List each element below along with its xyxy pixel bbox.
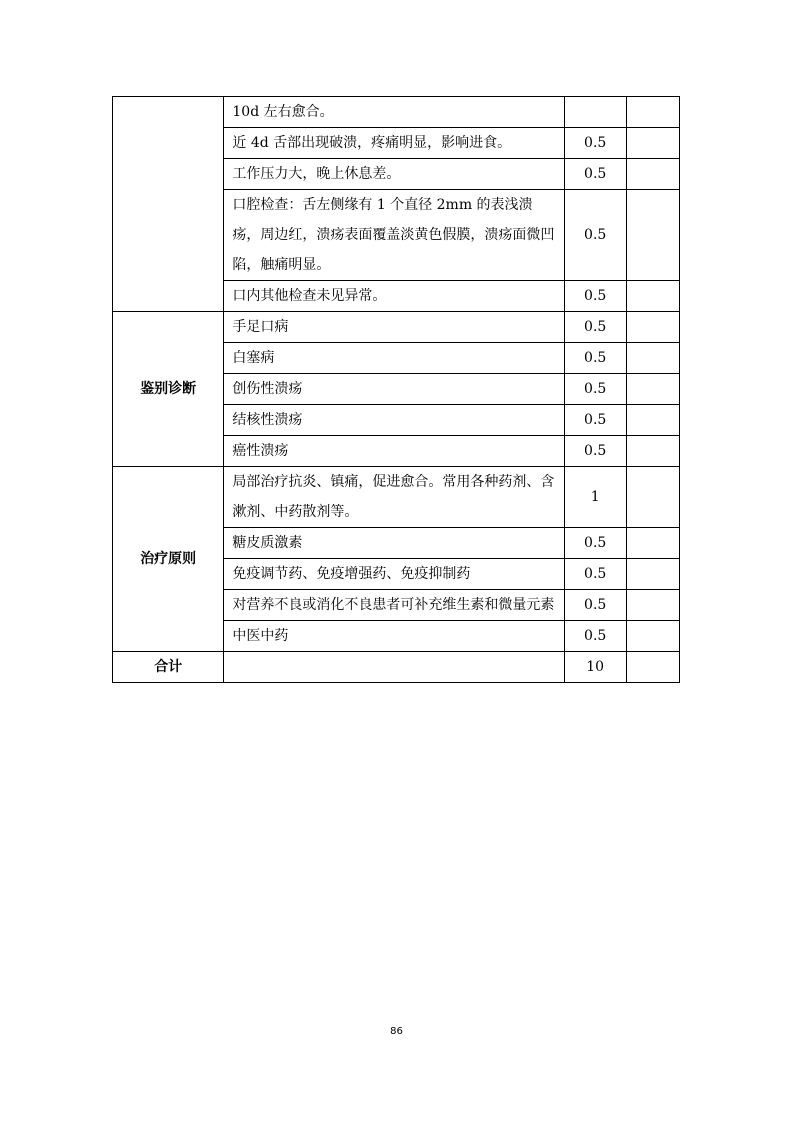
blank-cell — [626, 159, 679, 190]
category-cell — [113, 97, 224, 312]
score-cell: 0.5 — [564, 128, 626, 159]
score-cell: 0.5 — [564, 405, 626, 436]
item-cell: 免疫调节药、免疫增强药、免疫抑制药 — [224, 559, 564, 590]
score-cell: 0.5 — [564, 621, 626, 652]
blank-cell — [626, 559, 679, 590]
blank-cell — [626, 590, 679, 621]
total-item-cell — [224, 652, 564, 683]
blank-cell — [626, 343, 679, 374]
total-row — [113, 652, 680, 683]
item-cell: 10d 左右愈合。 — [224, 97, 564, 128]
table-row — [113, 467, 680, 528]
blank-cell — [626, 405, 679, 436]
table-row — [113, 312, 680, 343]
item-cell: 近 4d 舌部出现破溃，疼痛明显，影响进食。 — [224, 128, 564, 159]
item-cell: 中医中药 — [224, 621, 564, 652]
score-cell — [564, 97, 626, 128]
blank-cell — [626, 97, 679, 128]
item-cell: 糖皮质激素 — [224, 528, 564, 559]
blank-cell — [626, 436, 679, 467]
item-cell: 癌性溃疡 — [224, 436, 564, 467]
table-row — [113, 97, 680, 128]
score-cell: 0.5 — [564, 343, 626, 374]
item-cell: 手足口病 — [224, 312, 564, 343]
score-cell: 0.5 — [564, 559, 626, 590]
scoring-table — [112, 96, 680, 683]
score-cell: 0.5 — [564, 159, 626, 190]
item-cell: 局部治疗抗炎、镇痛，促进愈合。常用各种药剂、含漱剂、中药散剂等。 — [224, 467, 564, 528]
blank-cell — [626, 652, 679, 683]
blank-cell — [626, 374, 679, 405]
blank-cell — [626, 190, 679, 281]
blank-cell — [626, 281, 679, 312]
item-cell: 口内其他检查未见异常。 — [224, 281, 564, 312]
item-cell: 创伤性溃疡 — [224, 374, 564, 405]
page-number: 86 — [390, 1026, 403, 1037]
blank-cell — [626, 621, 679, 652]
score-cell: 0.5 — [564, 590, 626, 621]
blank-cell — [626, 528, 679, 559]
score-cell: 0.5 — [564, 281, 626, 312]
score-cell: 1 — [564, 467, 626, 528]
score-cell: 0.5 — [564, 190, 626, 281]
total-label: 合计 — [113, 652, 224, 683]
blank-cell — [626, 128, 679, 159]
scoring-table-body — [113, 97, 680, 683]
score-cell: 0.5 — [564, 436, 626, 467]
item-cell: 对营养不良或消化不良患者可补充维生素和微量元素 — [224, 590, 564, 621]
item-cell: 结核性溃疡 — [224, 405, 564, 436]
score-cell: 0.5 — [564, 528, 626, 559]
category-cell: 治疗原则 — [113, 467, 224, 652]
score-cell: 0.5 — [564, 374, 626, 405]
score-cell: 0.5 — [564, 312, 626, 343]
item-cell: 工作压力大，晚上休息差。 — [224, 159, 564, 190]
item-cell: 口腔检查：舌左侧缘有 1 个直径 2mm 的表浅溃疡，周边红，溃疡表面覆盖淡黄色假膜，溃疡面微凹陷，触痛明显。 — [224, 190, 564, 281]
item-cell: 白塞病 — [224, 343, 564, 374]
blank-cell — [626, 467, 679, 528]
category-cell: 鉴别诊断 — [113, 312, 224, 467]
blank-cell — [626, 312, 679, 343]
total-score: 10 — [564, 652, 626, 683]
